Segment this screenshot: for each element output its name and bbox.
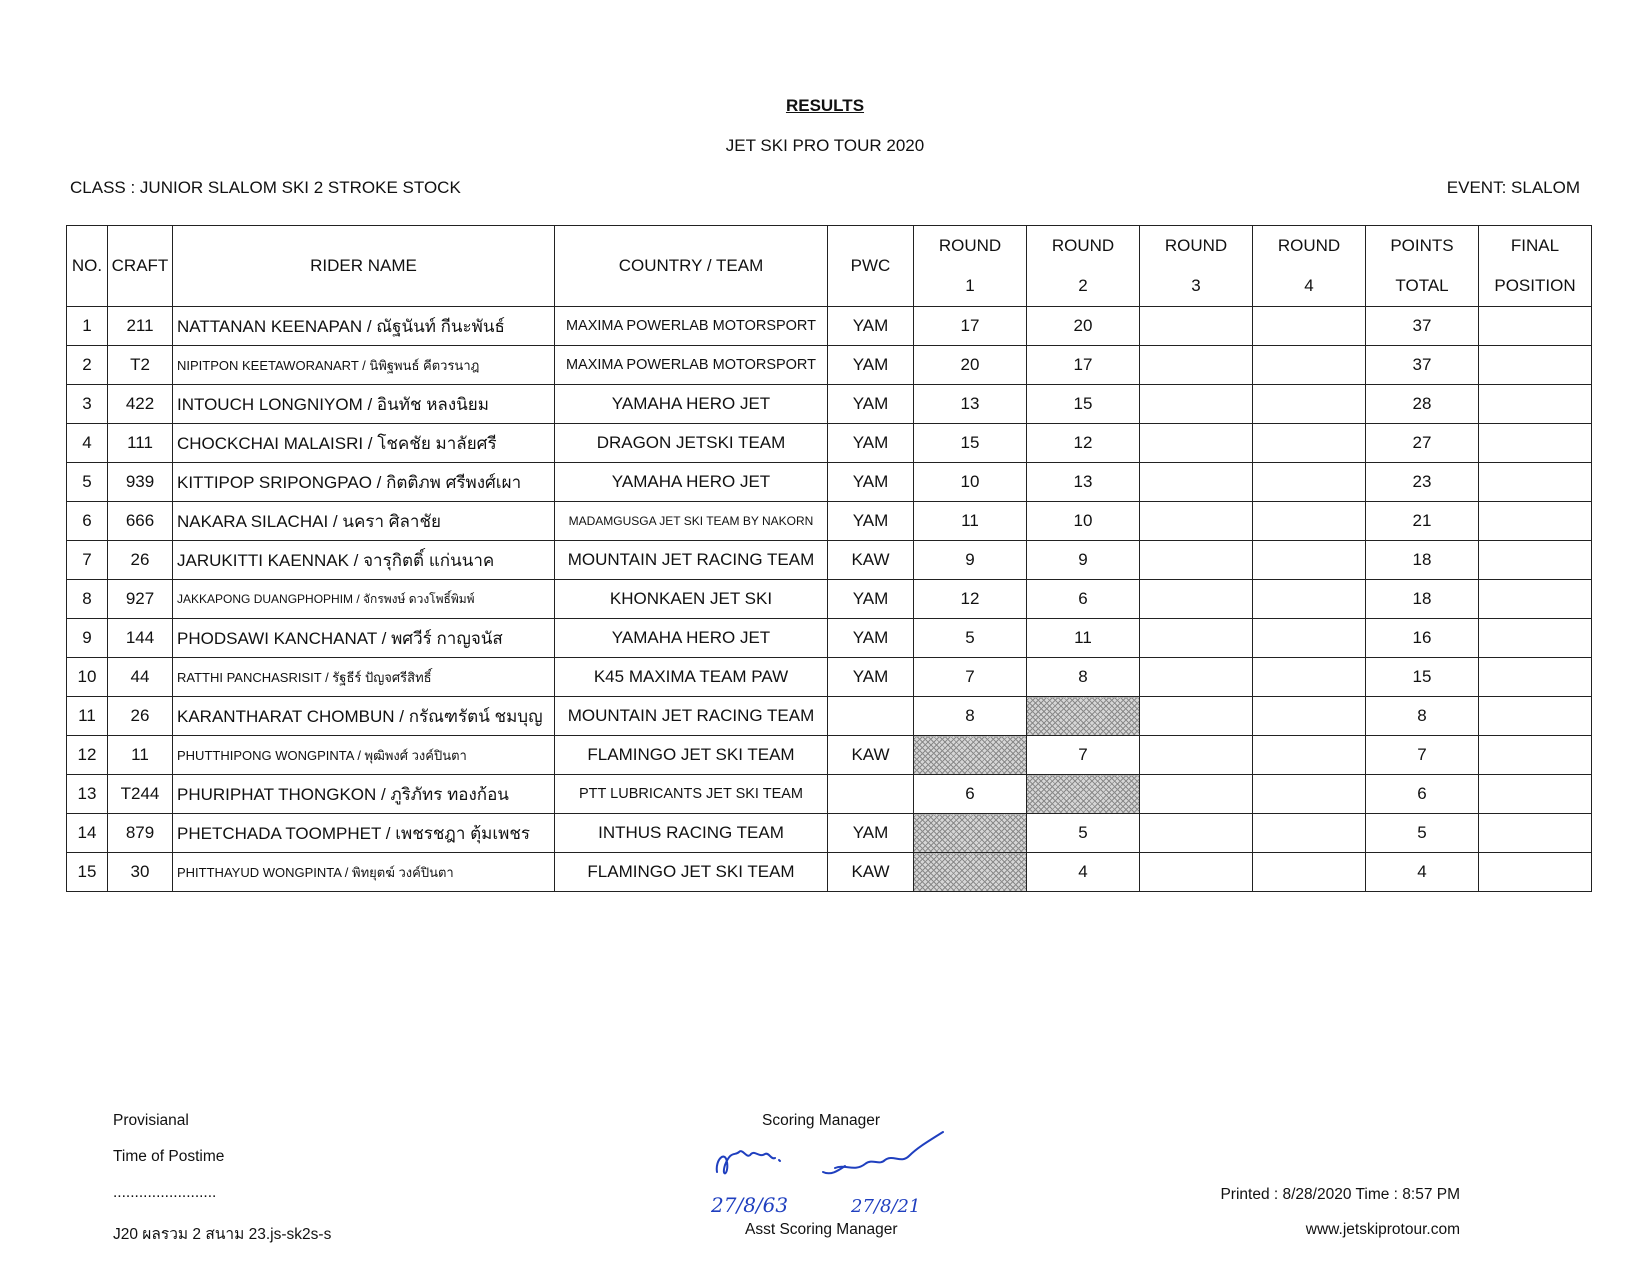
table-row [67, 541, 1592, 580]
cell-craft: 879 [108, 814, 173, 853]
cell-no: 12 [67, 736, 108, 775]
column-header-round-1: ROUND 1 [914, 226, 1027, 307]
cell-rider: PHURIPHAT THONGKON / ภูริภัทร ทองก้อน [173, 775, 555, 814]
cell-r3 [1140, 424, 1253, 463]
cell-final [1479, 385, 1592, 424]
cell-pwc: YAM [828, 463, 914, 502]
cell-final [1479, 346, 1592, 385]
cell-final [1479, 463, 1592, 502]
cell-r1: 11 [914, 502, 1027, 541]
cell-r2: 12 [1027, 424, 1140, 463]
cell-pwc: YAM [828, 658, 914, 697]
column-header-pwc: PWC [828, 226, 914, 307]
cell-final [1479, 775, 1592, 814]
time-of-postime-label: Time of Postime [113, 1148, 225, 1165]
cell-pwc: YAM [828, 619, 914, 658]
cell-total: 37 [1366, 307, 1479, 346]
cell-team: YAMAHA HERO JET [555, 385, 828, 424]
cell-r2 [1027, 697, 1140, 736]
cell-r2: 20 [1027, 307, 1140, 346]
table-body [67, 307, 1592, 892]
cell-r4 [1253, 736, 1366, 775]
cell-r1 [914, 736, 1027, 775]
cell-total: 5 [1366, 814, 1479, 853]
cell-total: 37 [1366, 346, 1479, 385]
cell-r1: 15 [914, 424, 1027, 463]
cell-r1: 9 [914, 541, 1027, 580]
cell-craft: 111 [108, 424, 173, 463]
cell-r3 [1140, 385, 1253, 424]
cell-r3 [1140, 502, 1253, 541]
cell-no: 6 [67, 502, 108, 541]
postime-placeholder-dots: ........................ [113, 1184, 217, 1201]
cell-rider: KARANTHARAT CHOMBUN / กรัณฑรัตน์ ชมบุญ [173, 697, 555, 736]
cell-r3 [1140, 619, 1253, 658]
cell-no: 13 [67, 775, 108, 814]
cell-pwc: YAM [828, 580, 914, 619]
cell-final [1479, 619, 1592, 658]
cell-team: MADAMGUSGA JET SKI TEAM BY NAKORN [555, 502, 828, 541]
cell-final [1479, 853, 1592, 892]
cell-r3 [1140, 853, 1253, 892]
column-header-round-2: ROUND 2 [1027, 226, 1140, 307]
cell-rider: RATTHI PANCHASRISIT / รัฐธีร์ ปัญจศรีสิทธิ์ [173, 658, 555, 697]
cell-total: 28 [1366, 385, 1479, 424]
cell-r4 [1253, 580, 1366, 619]
cell-pwc: YAM [828, 424, 914, 463]
column-header-team: COUNTRY / TEAM [555, 226, 828, 307]
cell-no: 9 [67, 619, 108, 658]
table-row [67, 580, 1592, 619]
cell-pwc: YAM [828, 307, 914, 346]
cell-r3 [1140, 580, 1253, 619]
cell-team: MOUNTAIN JET RACING TEAM [555, 541, 828, 580]
cell-r2: 4 [1027, 853, 1140, 892]
cell-r1: 6 [914, 775, 1027, 814]
cell-r4 [1253, 814, 1366, 853]
cell-r1: 12 [914, 580, 1027, 619]
cell-r2: 6 [1027, 580, 1140, 619]
cell-r2 [1027, 775, 1140, 814]
cell-final [1479, 580, 1592, 619]
cell-pwc: YAM [828, 814, 914, 853]
cell-pwc: KAW [828, 853, 914, 892]
cell-team: DRAGON JETSKI TEAM [555, 424, 828, 463]
table-row [67, 619, 1592, 658]
cell-total: 21 [1366, 502, 1479, 541]
cell-craft: T2 [108, 346, 173, 385]
table-header-row [67, 226, 1592, 307]
table-row [67, 697, 1592, 736]
cell-team: PTT LUBRICANTS JET SKI TEAM [555, 775, 828, 814]
event-label: EVENT: SLALOM [1446, 178, 1580, 197]
cell-craft: 939 [108, 463, 173, 502]
cell-rider: INTOUCH LONGNIYOM / อินทัช หลงนิยม [173, 385, 555, 424]
page-subtitle: JET SKI PRO TOUR 2020 [725, 136, 925, 155]
cell-rider: PHODSAWI KANCHANAT / พศวีร์ กาญจนัส [173, 619, 555, 658]
cell-rider: NATTANAN KEENAPAN / ณัฐนันท์ กีนะพันธ์ [173, 307, 555, 346]
column-header-no: NO. [67, 226, 108, 307]
cell-no: 3 [67, 385, 108, 424]
cell-final [1479, 814, 1592, 853]
cell-r3 [1140, 463, 1253, 502]
website-url: www.jetskiprotour.com [1305, 1221, 1460, 1238]
cell-rider: PHETCHADA TOOMPHET / เพชรชฎา ตุ้มเพชร [173, 814, 555, 853]
cell-rider: PHUTTHIPONG WONGPINTA / พุฒิพงศ์ วงค์ปินตา [173, 736, 555, 775]
cell-rider: NIPITPON KEETAWORANART / นิพิฐพนธ์ คีตวรนาฎ [173, 346, 555, 385]
cell-rider: PHITTHAYUD WONGPINTA / พิทยุตฆ์ วงค์ปินตา [173, 853, 555, 892]
cell-team: YAMAHA HERO JET [555, 463, 828, 502]
signature-date-1: 27/8/63 [711, 1193, 789, 1217]
cell-total: 16 [1366, 619, 1479, 658]
table-row [67, 385, 1592, 424]
cell-team: K45 MAXIMA TEAM PAW [555, 658, 828, 697]
cell-craft: 211 [108, 307, 173, 346]
cell-final [1479, 424, 1592, 463]
table-row [67, 502, 1592, 541]
column-header-craft: CRAFT [108, 226, 173, 307]
cell-r1: 10 [914, 463, 1027, 502]
cell-r4 [1253, 463, 1366, 502]
cell-no: 15 [67, 853, 108, 892]
class-label: CLASS : JUNIOR SLALOM SKI 2 STROKE STOCK [70, 178, 461, 197]
cell-no: 2 [67, 346, 108, 385]
cell-total: 6 [1366, 775, 1479, 814]
cell-craft: 26 [108, 697, 173, 736]
cell-pwc: KAW [828, 541, 914, 580]
cell-r4 [1253, 853, 1366, 892]
cell-r4 [1253, 502, 1366, 541]
cell-final [1479, 307, 1592, 346]
printed-timestamp: Printed : 8/28/2020 Time : 8:57 PM [1220, 1186, 1460, 1203]
results-table [66, 225, 1592, 892]
cell-r2: 15 [1027, 385, 1140, 424]
cell-no: 11 [67, 697, 108, 736]
cell-no: 10 [67, 658, 108, 697]
cell-r2: 17 [1027, 346, 1140, 385]
column-header-round-4: ROUND 4 [1253, 226, 1366, 307]
cell-r1: 17 [914, 307, 1027, 346]
column-header-round-3: ROUND 3 [1140, 226, 1253, 307]
cell-r4 [1253, 541, 1366, 580]
cell-total: 7 [1366, 736, 1479, 775]
asst-scoring-manager-label: Asst Scoring Manager [745, 1221, 898, 1238]
scoring-manager-label: Scoring Manager [762, 1112, 881, 1129]
cell-rider: JAKKAPONG DUANGPHOPHIM / จักรพงษ์ ดวงโพธิ์พิมพ์ [173, 580, 555, 619]
cell-r4 [1253, 775, 1366, 814]
cell-r3 [1140, 814, 1253, 853]
table-row [67, 775, 1592, 814]
cell-final [1479, 658, 1592, 697]
cell-r3 [1140, 658, 1253, 697]
cell-final [1479, 736, 1592, 775]
cell-rider: NAKARA SILACHAI / นครา ศิลาชัย [173, 502, 555, 541]
cell-rider: JARUKITTI KAENNAK / จารุกิตติ์ แก่นนาค [173, 541, 555, 580]
signature-1-stroke [717, 1151, 775, 1173]
table-row [67, 736, 1592, 775]
cell-r3 [1140, 775, 1253, 814]
cell-r3 [1140, 736, 1253, 775]
cell-r1: 13 [914, 385, 1027, 424]
cell-team: YAMAHA HERO JET [555, 619, 828, 658]
cell-team: MAXIMA POWERLAB MOTORSPORT [555, 346, 828, 385]
cell-craft: 144 [108, 619, 173, 658]
cell-r4 [1253, 346, 1366, 385]
cell-r4 [1253, 697, 1366, 736]
cell-craft: 26 [108, 541, 173, 580]
cell-pwc: YAM [828, 502, 914, 541]
cell-pwc: YAM [828, 385, 914, 424]
cell-r4 [1253, 385, 1366, 424]
table-row [67, 814, 1592, 853]
table-row [67, 853, 1592, 892]
cell-r2: 8 [1027, 658, 1140, 697]
cell-craft: 30 [108, 853, 173, 892]
cell-total: 4 [1366, 853, 1479, 892]
file-reference: J20 ผลรวม 2 สนาม 23.js-sk2s-s [113, 1226, 332, 1243]
cell-pwc [828, 775, 914, 814]
cell-r3 [1140, 307, 1253, 346]
cell-pwc: YAM [828, 346, 914, 385]
cell-team: FLAMINGO JET SKI TEAM [555, 853, 828, 892]
signature-2-stroke [835, 1132, 943, 1168]
table-row [67, 346, 1592, 385]
cell-craft: 927 [108, 580, 173, 619]
cell-craft: 11 [108, 736, 173, 775]
cell-final [1479, 697, 1592, 736]
cell-rider: KITTIPOP SRIPONGPAO / กิตติภพ ศรีพงศ์เผา [173, 463, 555, 502]
column-header-points-total: POINTS TOTAL [1366, 226, 1479, 307]
table-row [67, 658, 1592, 697]
cell-r1: 20 [914, 346, 1027, 385]
cell-craft: 666 [108, 502, 173, 541]
cell-rider: CHOCKCHAI MALAISRI / โชคชัย มาลัยศรี [173, 424, 555, 463]
cell-r1: 5 [914, 619, 1027, 658]
table-row [67, 424, 1592, 463]
cell-r4 [1253, 307, 1366, 346]
signature-2-hook [823, 1166, 845, 1173]
cell-craft: 44 [108, 658, 173, 697]
page-title: RESULTS [785, 96, 865, 115]
cell-r3 [1140, 697, 1253, 736]
cell-total: 15 [1366, 658, 1479, 697]
handwritten-signatures [705, 1120, 955, 1220]
cell-team: FLAMINGO JET SKI TEAM [555, 736, 828, 775]
cell-total: 18 [1366, 580, 1479, 619]
cell-craft: 422 [108, 385, 173, 424]
cell-final [1479, 541, 1592, 580]
cell-pwc [828, 697, 914, 736]
cell-team: MAXIMA POWERLAB MOTORSPORT [555, 307, 828, 346]
cell-no: 5 [67, 463, 108, 502]
cell-total: 8 [1366, 697, 1479, 736]
cell-r4 [1253, 424, 1366, 463]
cell-no: 4 [67, 424, 108, 463]
cell-r1 [914, 853, 1027, 892]
table-row [67, 307, 1592, 346]
cell-total: 27 [1366, 424, 1479, 463]
signature-date-2: 27/8/21 [851, 1196, 921, 1217]
cell-r4 [1253, 619, 1366, 658]
cell-r3 [1140, 541, 1253, 580]
column-header-final-position: FINAL POSITION [1479, 226, 1592, 307]
signature-1-dot [779, 1160, 780, 1161]
cell-no: 8 [67, 580, 108, 619]
cell-r3 [1140, 346, 1253, 385]
column-header-rider: RIDER NAME [173, 226, 555, 307]
cell-r2: 7 [1027, 736, 1140, 775]
cell-r2: 10 [1027, 502, 1140, 541]
cell-no: 7 [67, 541, 108, 580]
cell-r1: 8 [914, 697, 1027, 736]
cell-r2: 5 [1027, 814, 1140, 853]
cell-team: INTHUS RACING TEAM [555, 814, 828, 853]
cell-r2: 9 [1027, 541, 1140, 580]
cell-no: 14 [67, 814, 108, 853]
cell-pwc: KAW [828, 736, 914, 775]
cell-r2: 13 [1027, 463, 1140, 502]
cell-r1 [914, 814, 1027, 853]
cell-r1: 7 [914, 658, 1027, 697]
cell-team: MOUNTAIN JET RACING TEAM [555, 697, 828, 736]
table-row [67, 463, 1592, 502]
cell-craft: T244 [108, 775, 173, 814]
cell-total: 18 [1366, 541, 1479, 580]
cell-team: KHONKAEN JET SKI [555, 580, 828, 619]
cell-total: 23 [1366, 463, 1479, 502]
cell-final [1479, 502, 1592, 541]
provisional-label: Provisianal [113, 1112, 189, 1129]
cell-no: 1 [67, 307, 108, 346]
cell-r2: 11 [1027, 619, 1140, 658]
cell-r4 [1253, 658, 1366, 697]
